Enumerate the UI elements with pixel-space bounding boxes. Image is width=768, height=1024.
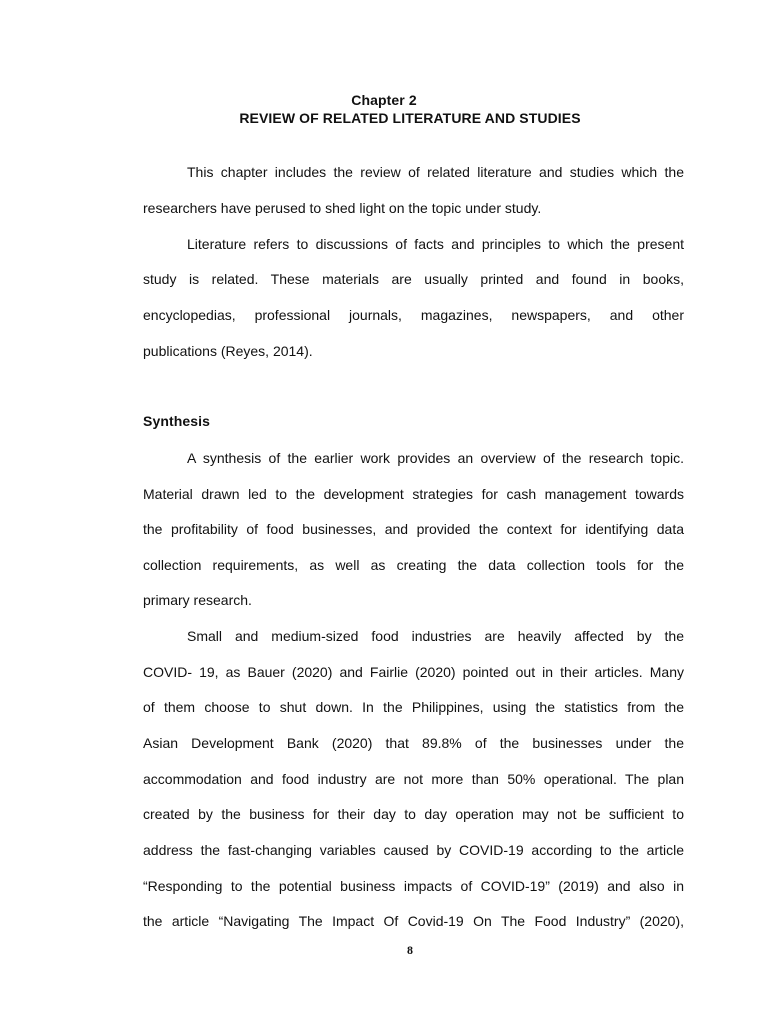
synthesis-heading: Synthesis xyxy=(143,413,211,429)
synthesis-paragraph-1-line: primary research. xyxy=(143,592,252,608)
synthesis-paragraph-1-line: Material drawn led to the development strategies for cash management towards xyxy=(143,486,684,502)
synthesis-paragraph-1-line: the profitability of food businesses, and provided the context for identifying data xyxy=(143,521,684,537)
chapter-title: REVIEW OF RELATED LITERATURE AND STUDIES xyxy=(239,110,581,126)
synthesis-paragraph-2-line: accommodation and food industry are not more than 50% operational. The plan xyxy=(143,771,684,787)
synthesis-paragraph-2-line: of them choose to shut down. In the Philippines, using the statistics from the xyxy=(143,699,684,715)
synthesis-paragraph-2-line: COVID- 19, as Bauer (2020) and Fairlie (2020) pointed out in their articles. Many xyxy=(143,664,684,680)
intro-paragraph-2-line: study is related. These materials are usually printed and found in books, xyxy=(143,271,684,287)
synthesis-paragraph-1-line: A synthesis of the earlier work provides an overview of the research topic. xyxy=(187,450,684,466)
intro-paragraph-1-line: This chapter includes the review of related literature and studies which the xyxy=(187,164,684,180)
intro-paragraph-2-line: Literature refers to discussions of facts and principles to which the present xyxy=(187,236,684,252)
intro-paragraph-2-line: publications (Reyes, 2014). xyxy=(143,343,313,359)
synthesis-paragraph-2-line: address the fast-changing variables caused by COVID-19 according to the article xyxy=(143,842,684,858)
intro-paragraph-1-line: researchers have perused to shed light on the topic under study. xyxy=(143,200,542,216)
synthesis-paragraph-2-line: Small and medium-sized food industries are heavily affected by the xyxy=(187,628,684,644)
synthesis-paragraph-2-line: created by the business for their day to day operation may not be sufficient to xyxy=(143,806,684,822)
page-number: 8 xyxy=(407,943,413,957)
chapter-label: Chapter 2 xyxy=(351,92,417,108)
synthesis-paragraph-2-line: “Responding to the potential business impacts of COVID-19” (2019) and also in xyxy=(143,878,684,894)
synthesis-paragraph-1-line: collection requirements, as well as creating the data collection tools for the xyxy=(143,557,684,573)
intro-paragraph-2-line: encyclopedias, professional journals, magazines, newspapers, and other xyxy=(143,307,684,323)
synthesis-paragraph-2-line: the article “Navigating The Impact Of Covid-19 On The Food Industry” (2020), xyxy=(143,913,684,929)
synthesis-paragraph-2-line: Asian Development Bank (2020) that 89.8% of the businesses under the xyxy=(143,735,684,751)
